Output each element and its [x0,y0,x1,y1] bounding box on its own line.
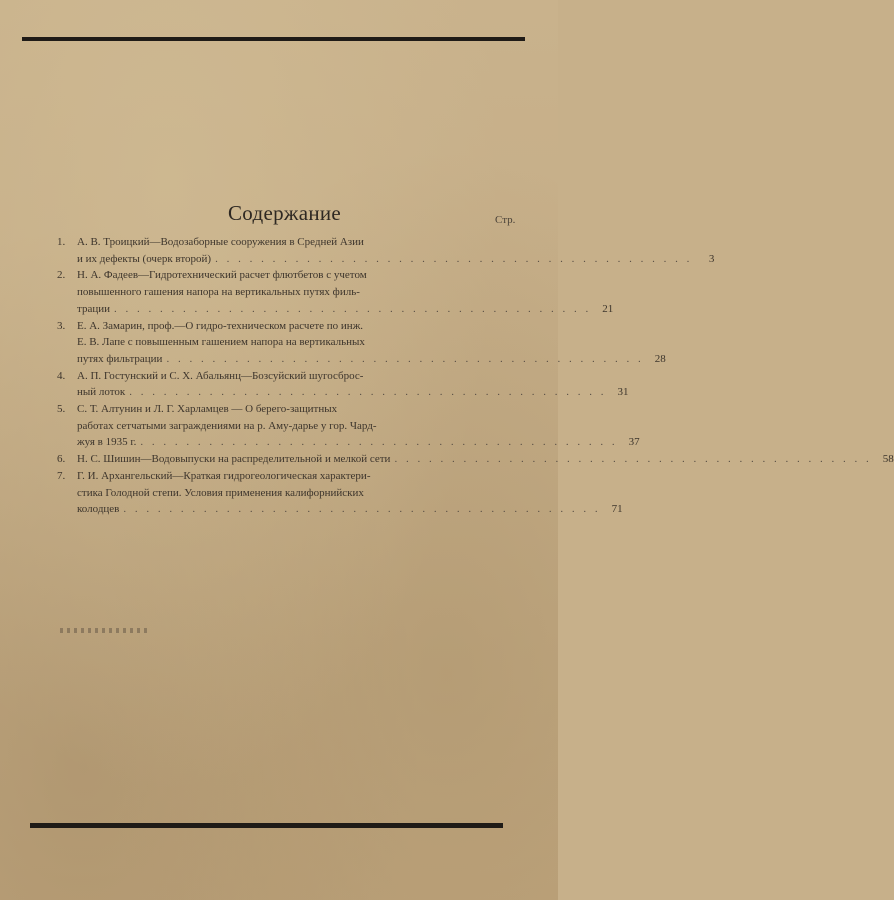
toc-page-number: 58 [882,453,894,466]
dot-leader: . . . . . . . . . . . . . . . . . . . . . . . . . . . . . . . . . . . . . . . . . . [140,436,618,449]
dot-leader: . . . . . . . . . . . . . . . . . . . . . . . . . . . . . . . . . . . . . . . . . . [123,503,601,516]
toc-entry-line: А. П. Гостунский и С. Х. Абальянц—Бозсуйский шугосброс- [77,369,364,382]
toc-entry-number: 5. [57,403,66,416]
toc-entry [57,468,623,518]
toc-page-number: 31 [617,386,629,399]
toc-entry-number: 3. [57,319,66,332]
toc-entry-line: колодцев [77,503,120,516]
toc-entry [57,267,614,317]
toc-entry-line: Е. А. Замарин, проф.—О гидро-техническом расчете по инж. [77,319,364,332]
toc-entry-number: 2. [57,269,66,282]
toc-page-number: 3 [708,252,715,265]
ink-smudge [60,628,148,633]
toc-entry-line: и их дефекты (очерк второй) [77,252,212,265]
page-title: Содержание [228,201,342,225]
toc-entry-line: жуя в 1935 г. [77,436,137,449]
toc-entry-line: Н. С. Шишин—Водовыпуски на распределительной и мелкой сети [77,453,391,466]
toc-entry [57,401,640,451]
toc-entry-line: Н. А. Фадеев—Гидротехнический расчет флютбетов с учетом [77,269,367,282]
toc-page-number: 71 [611,503,623,516]
table-of-contents [57,234,894,518]
toc-entry [57,451,894,468]
toc-entry-line: работах сетчатыми заграждениями на р. Аму-дарье у гор. Чард- [77,419,377,432]
toc-entry-number: 6. [57,453,66,466]
toc-entry [57,234,715,267]
dot-leader: . . . . . . . . . . . . . . . . . . . . . . . . . . . . . . . . . . . . . . . . . . [394,453,872,466]
toc-page-number: 28 [654,352,666,365]
toc-entry-line: Г. И. Архангельский—Краткая гидрогеологическая характери- [77,469,371,482]
toc-entry [57,368,629,401]
toc-entry-line: С. Т. Алтунин и Л. Г. Харламцев — О берего-защитных [77,403,338,416]
toc-entry-line: трации [77,302,110,315]
toc-entry-line: ный лоток [77,386,126,399]
toc-entry-number: 7. [57,469,66,482]
toc-page-number: 21 [602,302,614,315]
toc-entry-line: Е. В. Лапе с повышенным гашением напора на вертикальных [77,336,365,349]
dot-leader: . . . . . . . . . . . . . . . . . . . . . . . . . . . . . . . . . . . . . . . . . . [166,352,644,365]
toc-entry-line: А. В. Троицкий—Водозаборные сооружения в Средней Азии [77,236,364,248]
dot-leader: . . . . . . . . . . . . . . . . . . . . . . . . . . . . . . . . . . . . . . . . . . [113,302,592,315]
toc-entry [57,318,666,368]
toc-entry-line: стика Голодной степи. Условия применения калифорнийских [77,486,364,499]
bottom-rule [30,823,503,828]
toc-entry-line: путях фильтрации [77,352,163,365]
toc-entry-line: повышенного гашения напора на вертикальных путях филь- [77,286,360,299]
top-rule [22,37,525,41]
dot-leader: . . . . . . . . . . . . . . . . . . . . . . . . . . . . . . . . . . . . . . . . . . [215,252,693,265]
toc-entry-number: 1. [57,236,66,248]
dot-leader: . . . . . . . . . . . . . . . . . . . . . . . . . . . . . . . . . . . . . . . . . . [129,386,607,399]
page-column-label: Стр. [495,214,516,226]
toc-entry-number: 4. [57,369,66,382]
toc-page-number: 37 [628,436,640,449]
